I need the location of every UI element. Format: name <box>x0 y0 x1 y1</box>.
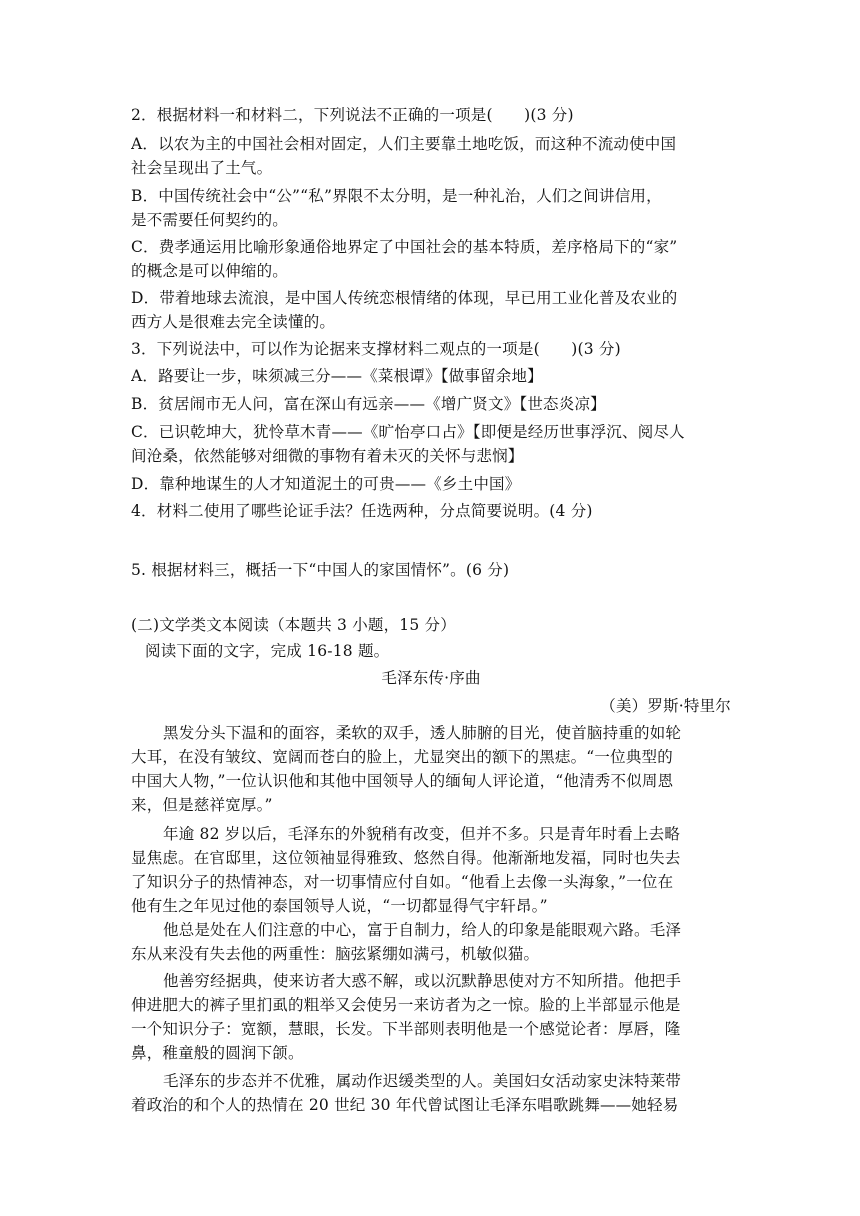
q2-option-b: B．中国传统社会中“公”“私”界限不太分明，是一种礼治，人们之间讲信用， <box>131 187 662 205</box>
question-2-stem: 2．根据材料一和材料二，下列说法不正确的一项是( )(3 分) <box>131 106 574 124</box>
q3-option-d: D．靠种地谋生的人才知道泥土的可贵——《乡土中国》 <box>131 475 521 493</box>
paragraph-2-line: 他有生之年见过他的泰国领导人说，“一切都显得气宇轩昂。” <box>131 897 548 915</box>
paragraph-5-line: 毛泽东的步态并不优雅，属动作迟缓类型的人。美国妇女活动家史沫特莱带 <box>163 1072 682 1090</box>
q3-option-b: B．贫居闹市无人问，富在深山有远亲——《增广贤文》【世态炎凉】 <box>131 395 606 413</box>
paragraph-4-line: 一个知识分子：宽额，慧眼，长发。下半部则表明他是一个感觉论者：厚唇，隆 <box>131 1020 681 1038</box>
paragraph-5-line: 着政治的和个人的热情在 20 世纪 30 年代曾试图让毛泽东唱歌跳舞——她轻易 <box>131 1096 679 1114</box>
paragraph-2-line: 年逾 82 岁以后，毛泽东的外貌稍有改变，但并不多。只是青年时看上去略 <box>163 825 681 843</box>
paragraph-1-line: 来，但是慈祥宽厚。” <box>131 796 273 814</box>
question-3-stem: 3．下列说法中，可以作为论据来支撑材料二观点的一项是( )(3 分) <box>131 340 621 358</box>
section-instruction: 阅读下面的文字，完成 16-18 题。 <box>145 642 390 660</box>
paragraph-4-line: 伸进肥大的裤子里扪虱的粗举又会使另一来访者为之一惊。脸的上半部显示他是 <box>131 996 681 1014</box>
paragraph-4-line: 他善穷经据典，使来访者大惑不解，或以沉默静思使对方不知所措。他把手 <box>163 972 682 990</box>
q2-option-c-cont: 的概念是可以伸缩的。 <box>131 262 289 280</box>
section-heading: (二)文学类文本阅读（本题共 3 小题，15 分） <box>131 616 456 634</box>
q3-option-c-cont: 间沧桑，依然能够对细微的事物有着未灭的关怀与悲悯】 <box>131 447 524 465</box>
q2-option-a: A．以农为主的中国社会相对固定，人们主要靠土地吃饭，而这种不流动使中国 <box>131 135 677 153</box>
paragraph-2-line: 显焦虑。在官邸里，这位领袖显得雅致、悠然自得。他渐渐地发福，同时也失去 <box>131 849 681 867</box>
q3-option-a: A．路要让一步，味须减三分——《菜根谭》【做事留余地】 <box>131 367 543 385</box>
paragraph-2-line: 了知识分子的热情神态，对一切事情应付自如。“他看上去像一头海象，”一位在 <box>131 873 674 891</box>
paragraph-1-line: 黑发分头下温和的面容，柔软的双手，透人肺腑的目光，使首脑持重的如轮 <box>163 724 682 742</box>
article-author: （美）罗斯·特里尔 <box>600 697 731 715</box>
paragraph-3-line: 他总是处在人们注意的中心，富于自制力，给人的印象是能眼观六路。毛泽 <box>163 921 682 939</box>
question-5: 5. 根据材料三，概括一下“中国人的家国情怀”。(6 分) <box>131 561 510 579</box>
paragraph-4-line: 鼻，稚童般的圆润下颌。 <box>131 1044 304 1062</box>
paragraph-3-line: 东从来没有失去他的两重性：脑弦紧绷如满弓，机敏似猫。 <box>131 945 540 963</box>
paragraph-1-line: 中国大人物，”一位认识他和其他中国领导人的缅甸人评论道，“他清秀不似周恩 <box>131 772 674 790</box>
q2-option-b-cont: 是不需要任何契约的。 <box>131 211 289 229</box>
q2-option-d-cont: 西方人是很难去完全读懂的。 <box>131 313 336 331</box>
article-title: 毛泽东传·序曲 <box>381 669 481 687</box>
q3-option-c: C．已识乾坤大，犹怜草木青——《旷怡亭口占》【即便是经历世事浮沉、阅尽人 <box>131 423 685 441</box>
q2-option-d: D．带着地球去流浪，是中国人传统恋根情绪的体现，早已用工业化普及农业的 <box>131 289 678 307</box>
paragraph-1-line: 大耳，在没有皱纹、宽阔而苍白的脸上，尤显突出的额下的黑痣。“一位典型的 <box>131 748 673 766</box>
question-4: 4．材料二使用了哪些论证手法？任选两种，分点简要说明。(4 分) <box>131 502 593 520</box>
q2-option-a-cont: 社会呈现出了土气。 <box>131 159 273 177</box>
q2-option-c: C．费孝通运用比喻形象通俗地界定了中国社会的基本特质，差序格局下的“家” <box>131 238 678 256</box>
